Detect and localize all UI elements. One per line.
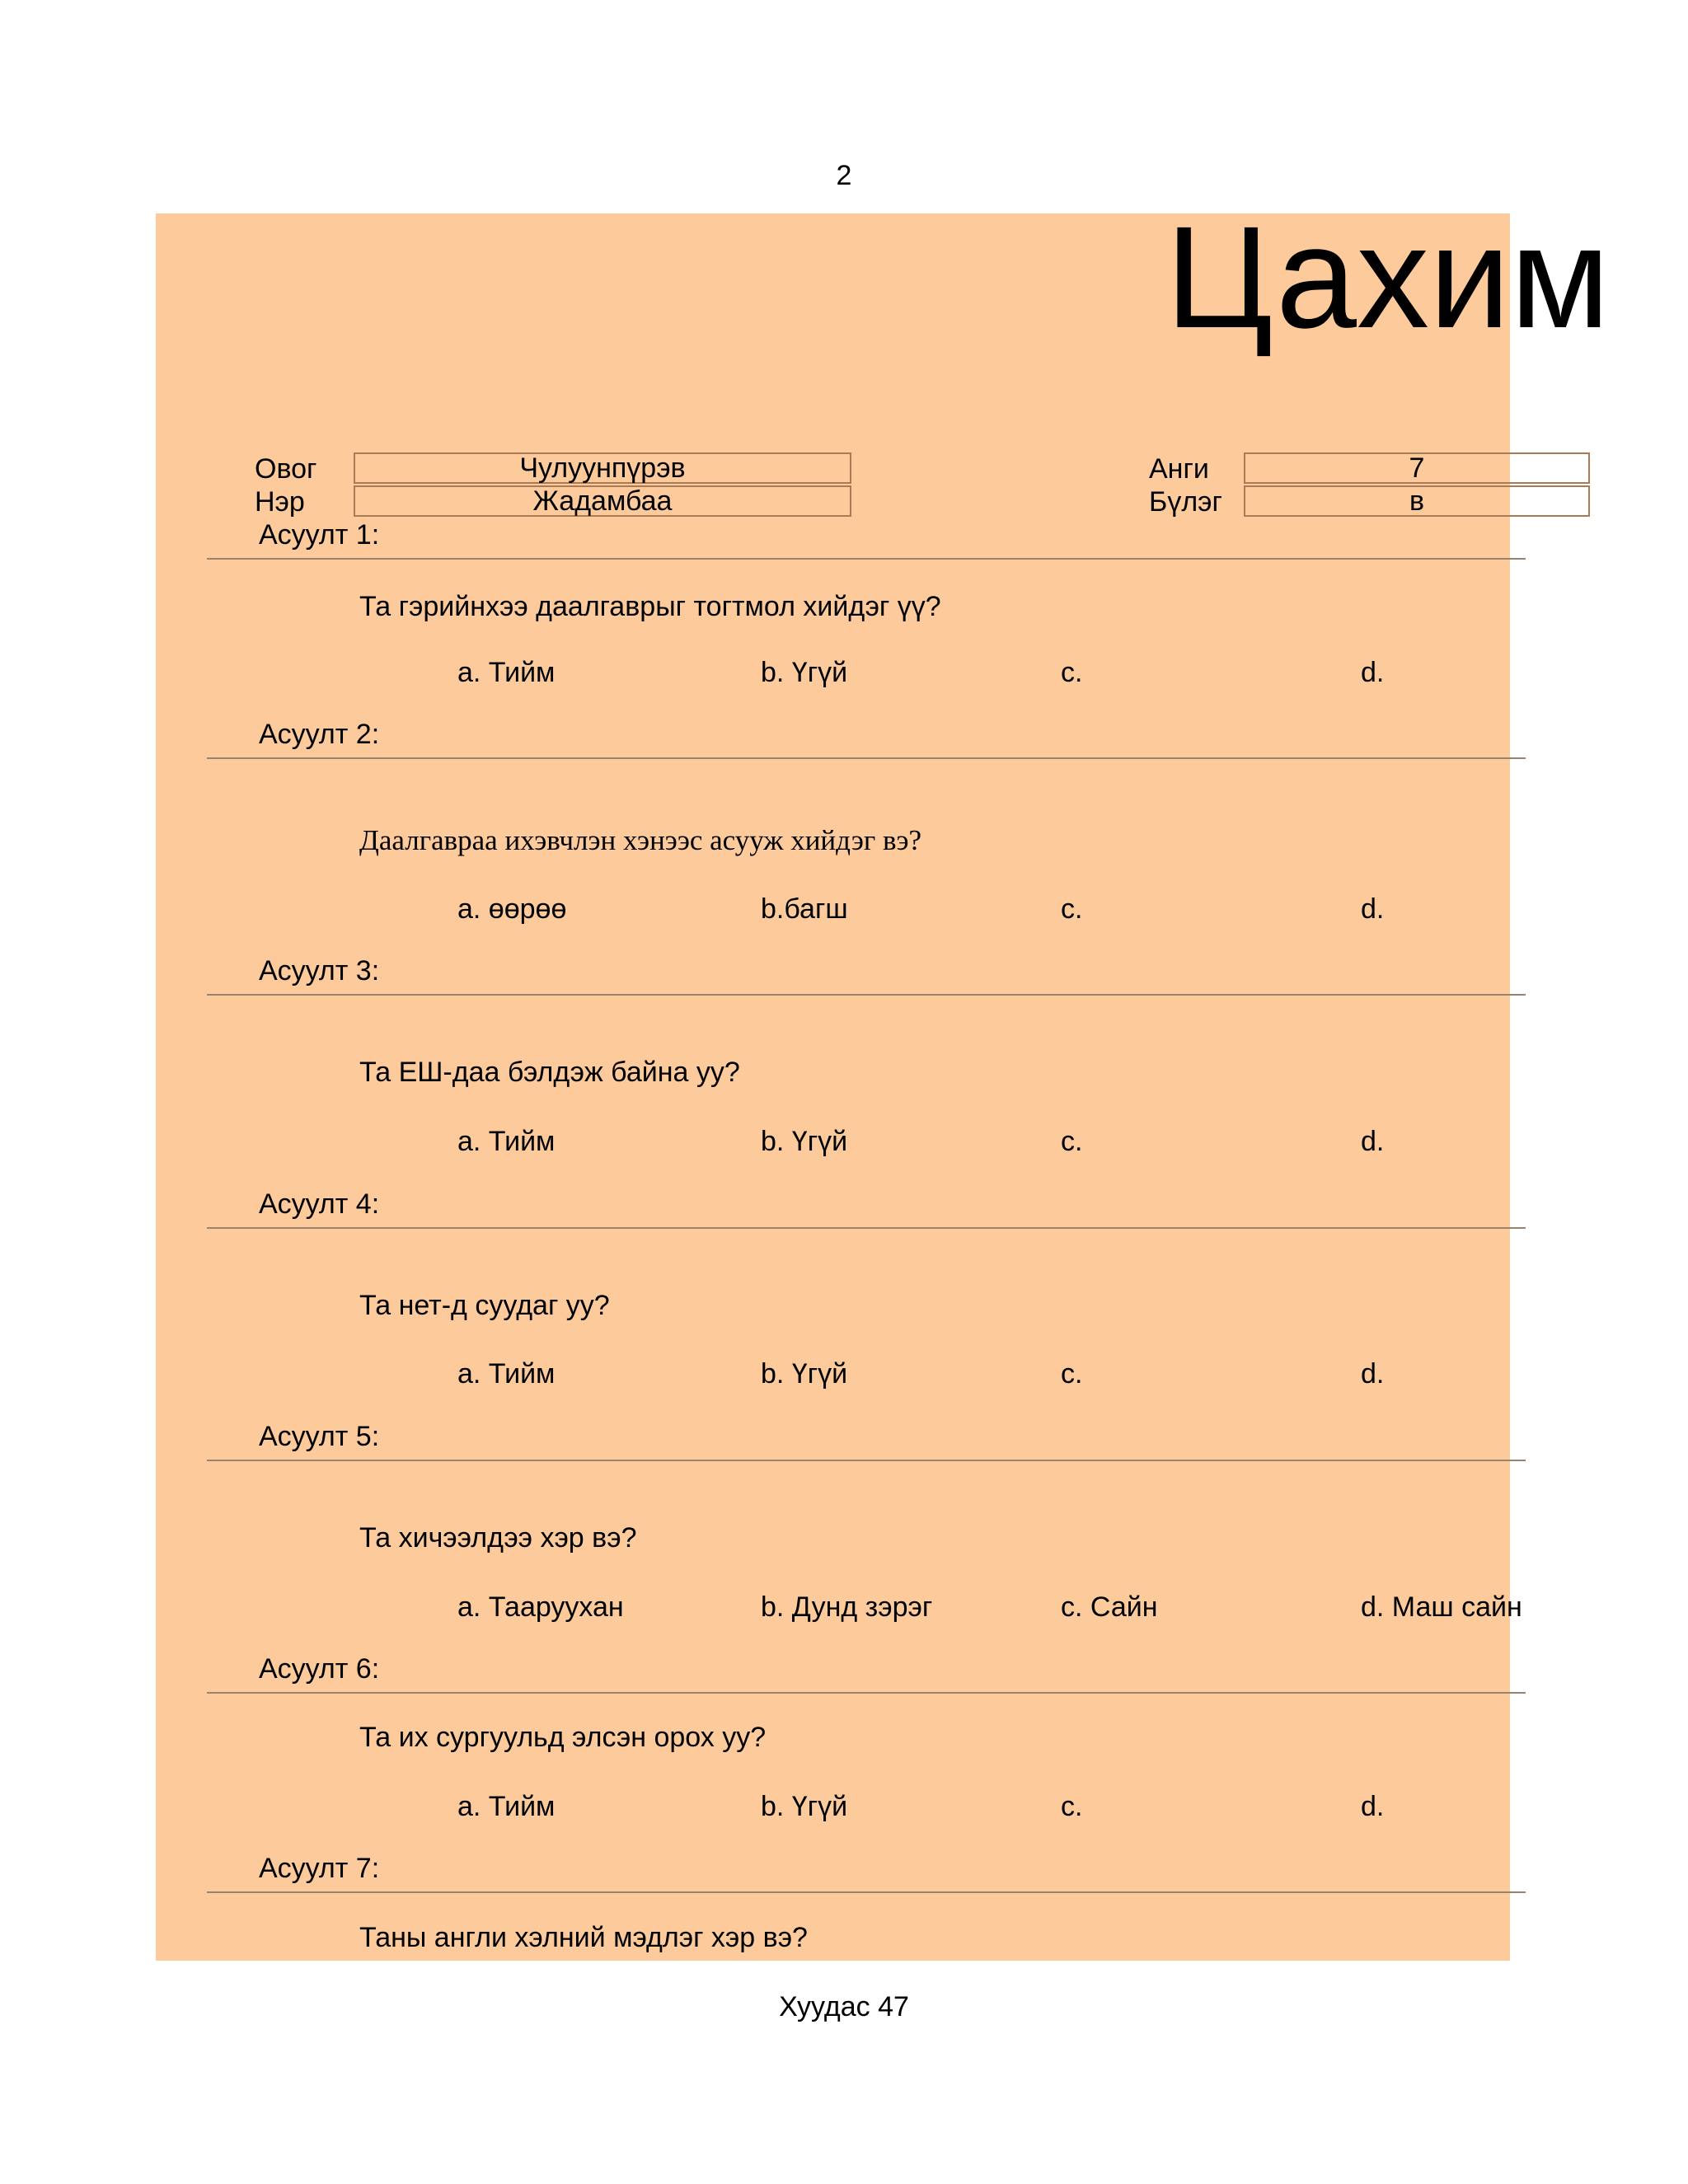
answer-option-c[interactable]: c. [1061, 1791, 1083, 1822]
page-number: 2 [836, 160, 852, 191]
answer-option-c[interactable]: c. Сайн [1061, 1591, 1158, 1623]
answer-option-b[interactable]: b. Үгүй [761, 1358, 848, 1390]
answer-option-a[interactable]: a. Тийм [457, 657, 556, 688]
surname-field[interactable]: Чулуунпүрэв [354, 452, 851, 484]
question-text: Та гэрийнхээ даалгаврыг тогтмол хийдэг үү? [359, 591, 941, 622]
name-label: Нэр [255, 486, 305, 518]
answer-option-d[interactable]: d. [1361, 1791, 1385, 1822]
answer-option-c[interactable]: c. [1061, 893, 1083, 925]
question-label: Асуулт 3: [259, 955, 380, 987]
class-field[interactable]: 7 [1244, 452, 1590, 484]
group-field[interactable]: в [1244, 485, 1590, 517]
answer-option-b[interactable]: b.багш [761, 893, 848, 925]
question-divider [207, 1460, 1526, 1461]
answer-option-c[interactable]: c. [1061, 657, 1083, 688]
question-divider [207, 1692, 1526, 1694]
answer-option-a[interactable]: a. Тааруухан [457, 1591, 624, 1623]
answer-option-a[interactable]: a. өөрөө [457, 893, 567, 925]
answer-option-a[interactable]: a. Тийм [457, 1358, 556, 1390]
question-divider [207, 558, 1526, 560]
group-label: Бүлэг [1149, 486, 1222, 518]
answer-option-b[interactable]: b. Дунд зэрэг [761, 1591, 933, 1623]
question-text: Та хичээлдээ хэр вэ? [359, 1522, 637, 1554]
name-field[interactable]: Жадамбаа [354, 485, 851, 517]
answer-option-c[interactable]: c. [1061, 1126, 1083, 1157]
answer-option-d[interactable]: d. Маш сайн [1361, 1591, 1522, 1623]
question-divider [207, 757, 1526, 759]
answer-option-d[interactable]: d. [1361, 657, 1385, 688]
answer-option-b[interactable]: b. Үгүй [761, 1126, 848, 1157]
answer-option-a[interactable]: a. Тийм [457, 1791, 556, 1822]
question-text: Даалгавраа ихэвчлэн хэнээс асууж хийдэг вэ? [359, 824, 922, 856]
question-text: Таны англи хэлний мэдлэг хэр вэ? [359, 1922, 808, 1953]
answer-option-c[interactable]: c. [1061, 1358, 1083, 1390]
answer-option-d[interactable]: d. [1361, 1358, 1385, 1390]
question-text: Та ЕШ-даа бэлдэж байна уу? [359, 1057, 740, 1088]
question-divider [207, 994, 1526, 996]
question-text: Та нет-д суудаг уу? [359, 1290, 610, 1321]
question-text: Та их сургуульд элсэн орох уу? [359, 1722, 767, 1753]
question-label: Асуулт 5: [259, 1421, 380, 1452]
answer-option-b[interactable]: b. Үгүй [761, 657, 848, 688]
survey-sheet [156, 197, 1611, 1961]
sheet-title: Цахим [1165, 197, 1611, 359]
question-label: Асуулт 2: [259, 719, 380, 750]
question-label: Асуулт 7: [259, 1853, 380, 1884]
question-divider [207, 1891, 1526, 1893]
page-footer: Хуудас 47 [779, 1991, 909, 2022]
answer-option-b[interactable]: b. Үгүй [761, 1791, 848, 1822]
answer-option-d[interactable]: d. [1361, 893, 1385, 925]
answer-option-a[interactable]: a. Тийм [457, 1126, 556, 1157]
question-label: Асуулт 6: [259, 1653, 380, 1685]
class-label: Анги [1149, 453, 1209, 485]
question-label: Асуулт 4: [259, 1188, 380, 1220]
surname-label: Овог [255, 453, 317, 485]
question-divider [207, 1227, 1526, 1229]
answer-option-d[interactable]: d. [1361, 1126, 1385, 1157]
question-label: Асуулт 1: [259, 519, 380, 551]
